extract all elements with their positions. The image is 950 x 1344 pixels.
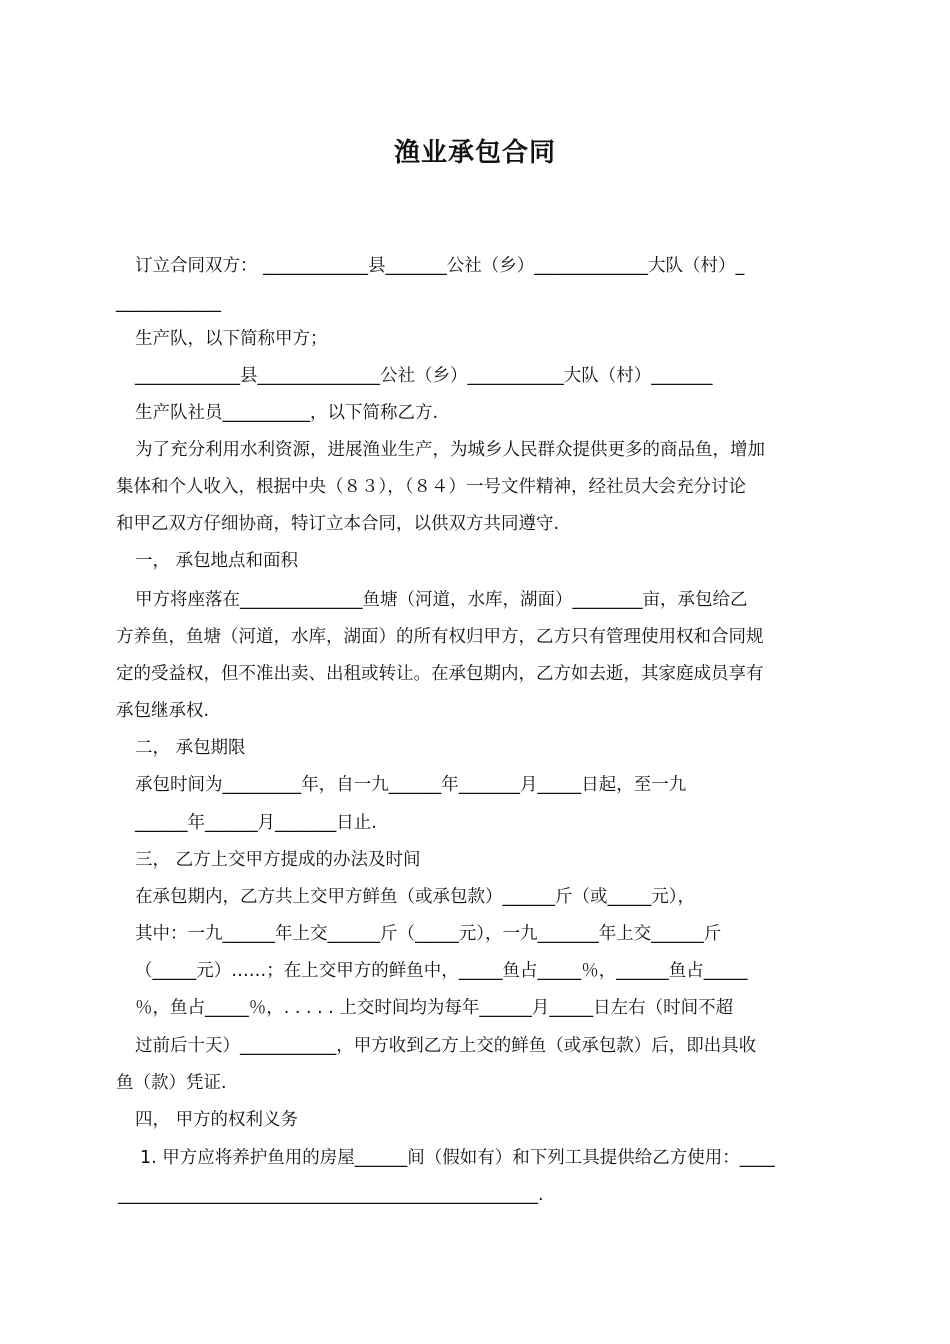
section-4-line-2: ________________________________________________. [118, 1185, 544, 1205]
parties-line-4: ____________县______________公社（乡）___________大队（村）_______ [135, 366, 713, 386]
section-1-line-4: 承包继承权. [116, 701, 210, 721]
section-1-line-2: 方养鱼，鱼塘（河道，水库，湖面）的所有权归甲方，乙方只有管理使用权和合同规 [116, 627, 764, 647]
section-4-heading: 四， 甲方的权利义务 [135, 1110, 299, 1130]
section-2-heading: 二， 承包期限 [135, 738, 246, 758]
section-3-heading: 三， 乙方上交甲方提成的办法及时间 [135, 850, 421, 870]
parties-line-1: 订立合同双方： ____________县_______公社（乡）_____________大队（村）_ [135, 256, 745, 276]
section-1-line-3: 定的受益权，但不准出卖、出租或转让。在承包期内，乙方如去逝，其家庭成员享有 [116, 664, 764, 684]
section-2-line-2: ______年______月_______日止. [135, 813, 377, 833]
section-4-line-1: 1. 甲方应将养护鱼用的房屋______间（假如有）和下列工具提供给乙方使用：____ [140, 1148, 775, 1168]
section-3-line-6: 鱼（款）凭证. [116, 1073, 227, 1093]
preamble-line-3: 和甲乙双方仔细协商，特订立本合同，以供双方共同遵守. [116, 514, 560, 534]
section-3-line-2: 其中：一九______年上交______斤（_____元），一九_______年上交______斤 [135, 924, 722, 944]
section-3-line-4: ％，鱼占_____％，. . . . . 上交时间均为每年______月_____日左右（时间不超 [135, 998, 734, 1018]
document-title: 渔业承包合同 [393, 138, 556, 168]
section-1-line-1: 甲方将座落在______________鱼塘（河道，水库，湖面）________亩，承包给乙 [135, 590, 748, 610]
parties-line-3: 生产队，以下简称甲方； [135, 329, 328, 349]
section-2-line-1: 承包时间为_________年，自一九______年_______月_____日起，至一九 [135, 775, 687, 795]
section-3-line-5: 过前后十天）___________，甲方收到乙方上交的鲜鱼（或承包款）后，即出具收 [135, 1036, 757, 1056]
parties-line-5: 生产队社员__________，以下简称乙方. [135, 403, 439, 423]
preamble-line-2: 集体和个人收入，根据中央（８３），（８４）一号文件精神，经社员大会充分讨论 [116, 477, 746, 497]
parties-line-2: ____________ [116, 293, 221, 313]
section-3-line-1: 在承包期内，乙方共上交甲方鲜鱼（或承包款）______斤（或_____元）， [135, 887, 695, 907]
section-1-heading: 一， 承包地点和面积 [135, 551, 299, 571]
preamble-line-1: 为了充分利用水利资源，进展渔业生产，为城乡人民群众提供更多的商品鱼，增加 [135, 440, 765, 460]
section-3-line-3: （_____元）……；在上交甲方的鲜鱼中，_____鱼占_____％，______鱼占_____ [135, 961, 748, 981]
